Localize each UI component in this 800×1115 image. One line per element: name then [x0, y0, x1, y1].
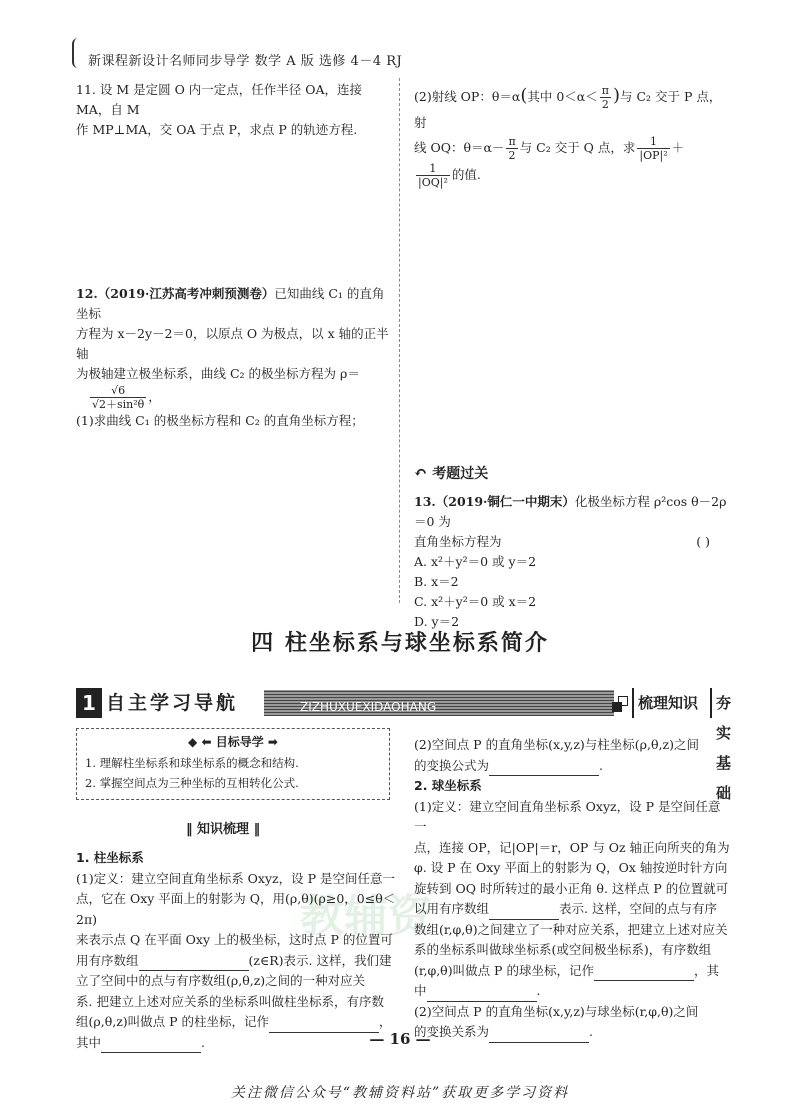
q12-fraction-tail: ， [148, 389, 161, 404]
sph-line6: 数组(r,φ,θ)之间建立了一种对应关系，把建立上述对应关 [414, 921, 728, 937]
pi-den-2: 2 [508, 149, 516, 162]
q12-2-line1c: 与 C₂ 交于 P 点，射 [414, 89, 722, 130]
banner-square-icon [612, 702, 622, 712]
kaoti-label: 考题过关 [432, 466, 489, 482]
q12-2-tail: 的值. [451, 167, 481, 182]
question-11 [76, 80, 396, 140]
oq-sq: |OQ|² [418, 176, 448, 189]
q12-part1: (1)求曲线 C₁ 的极坐标方程和 C₂ 的直角坐标方程； [76, 413, 364, 428]
cylinder-section [76, 848, 396, 1053]
sph-line11a: 的变换关系为 [414, 1024, 490, 1039]
double-bar-right-icon: ‖ [249, 822, 261, 837]
sph-line3: φ. 设 P 在 Oxy 平面上的射影为 Q，Ox 轴按逆时针方向 [414, 860, 728, 875]
op-sq: |OP|² [639, 149, 668, 162]
question-13 [414, 492, 730, 632]
goal-item-2: 2. 掌握空间点为三种坐标的互相转化公式. [85, 776, 299, 790]
banner-title: 自主学习导航 [106, 692, 239, 714]
sph-line7: 系的坐标系叫做球坐标系(或空间极坐标系)，有序数组 [414, 942, 712, 957]
cyl-line4a: 用有序数组 [76, 952, 139, 968]
blank-sph-notation[interactable] [594, 966, 694, 981]
blank-sph-where[interactable] [427, 987, 537, 1002]
cylinder-heading: 1. 柱坐标系 [76, 850, 144, 865]
cyl-line8b: . [201, 1034, 205, 1050]
q12-fraction-numerator: √6 [90, 384, 146, 398]
q11-line2: 作 MP⊥MA，交 OA 于点 P，求点 P 的轨迹方程. [76, 122, 358, 137]
arrow-right-icon: ➡ [267, 735, 278, 749]
q12-2-line2b: 与 C₂ 交于 Q 点，求 [519, 140, 636, 155]
sph-line10: (2)空间点 P 的直角坐标(x,y,z)与球坐标(r,φ,θ)之间 [414, 1003, 699, 1019]
right-column-body [414, 735, 730, 1043]
q13-option-d: D. y＝2 [414, 614, 460, 629]
sph-line1: (1)定义：建立空间直角坐标系 Oxyz，设 P 是空间任意一 [414, 798, 721, 834]
q12-2-pi-over-2 [600, 84, 611, 111]
q12-fraction [90, 384, 146, 411]
q12-line1: 已知曲线 C₁ 的直角坐标 [76, 286, 385, 321]
q13-answer-paren: ( ) [696, 534, 710, 549]
q12-2-pi-over-2b [506, 135, 517, 162]
zhishi-label: 知识梳理 [197, 822, 250, 837]
footer-promo: 关注微信公众号“教辅资料站”获取更多学习资料 [230, 1085, 570, 1101]
arrow-left-icon: ◆ ⬅ [188, 735, 212, 749]
plus-sign: ＋ [671, 140, 685, 155]
q12-2-frac-op [637, 135, 669, 162]
sph-line4: 旋转到 OQ 时所转过的最小正角 θ. 这样点 P 的位置就可 [414, 880, 729, 896]
blank-cyl-transform[interactable] [489, 761, 599, 776]
pi-num: π [601, 84, 609, 97]
banner-number: 1 [76, 688, 102, 718]
sph-line5b: 表示. 这样，空间的点与有序 [559, 901, 717, 916]
q12-2-line1a: (2)射线 OP：θ＝α [414, 89, 521, 104]
q12-fraction-denominator: √2＋sin²θ [92, 398, 145, 411]
question-12 [76, 284, 396, 431]
sph-line5a: 以用有序数组 [414, 901, 490, 916]
double-bar-left-icon: ‖ [186, 822, 198, 837]
cyl-line8a: 其中 [76, 1034, 102, 1050]
zhishi-heading [186, 818, 260, 837]
blank-sph-tuple[interactable] [489, 905, 559, 920]
cyl-line5: 立了空间中的点与有序数组(ρ,θ,z)之间的一种对应关 [76, 973, 366, 988]
q13-line1: 化极坐标方程 ρ²cos θ－2ρ＝0 为 [414, 494, 727, 529]
cyl-line2: 点，它在 Oxy 平面上的射影为 Q，用(ρ,θ)(ρ≥0，0≤θ＜2π) [76, 891, 396, 927]
sph-line8b: ，其 [693, 962, 719, 978]
goal-title [77, 733, 389, 750]
q11-line1: 11. 设 M 是定圆 O 内一定点，任作半径 OA，连接 MA，自 M [76, 82, 363, 117]
cyl-line6: 系. 把建立上述对应关系的坐标系叫做柱坐标系，有序数 [76, 993, 384, 1009]
blank-cyl-tuple[interactable] [139, 956, 249, 971]
q13-source-tag: 13.（2019·铜仁一中期末） [414, 494, 575, 509]
one-op: 1 [637, 135, 669, 149]
q12-2-line1b: 其中 0＜α＜ [527, 89, 598, 104]
sphere-heading: 2. 球坐标系 [414, 778, 482, 793]
q13-option-c: C. x²＋y²＝0 或 x＝2 [414, 594, 537, 609]
q13-option-b: B. x＝2 [414, 574, 459, 589]
kaoti-heading [414, 463, 488, 483]
running-header: 新课程新设计名师同步导学 数学 A 版 选修 4－4 RJ [88, 54, 403, 69]
section-title: 四 柱坐标系与球坐标系简介 [251, 631, 549, 656]
watermark: 教辅资 [300, 891, 432, 942]
q12-2-frac-oq [416, 162, 450, 189]
header-bracket-decoration [72, 38, 80, 68]
cyl-line4b: (z∈R)表示. 这样，我们建 [248, 952, 392, 968]
goal-box [76, 728, 390, 800]
sph-line9b: . [536, 983, 541, 998]
column-divider [399, 78, 400, 603]
goal-title-text: 目标导学 [215, 735, 264, 749]
sph-line9a: 中 [414, 983, 427, 998]
question-12-part2: (2)射线 OP：θ＝α(其中 0＜α＜ $\frac{\pi}{2}$ )与 C₂ 交于 P 点，射 线 OQ：θ＝α－ $\frac{\pi}{2}$ 与 C₂ 交于 Q 点，求 $\frac{1}{\text{|OP|²}}$ ＋ $\frac{1}{\text{|OQ|²}}$ 的值. [414, 84, 722, 189]
curved-arrow-icon: ↶ [414, 463, 428, 482]
cyl2-line2b: . [599, 757, 603, 773]
banner-pinyin: ZIZHUXUEXIDAOHANG [300, 700, 437, 714]
one-oq: 1 [416, 162, 450, 176]
banner-keyword-1: 梳理知识 [632, 688, 698, 718]
sph-line8a: (r,φ,θ)叫做点 P 的球坐标，记作 [414, 962, 594, 978]
cyl2-line2a: 的变换公式为 [414, 757, 490, 773]
cyl-line1: (1)定义：建立空间直角坐标系 Oxyz，设 P 是空间任意一 [76, 870, 395, 886]
q12-source-tag: 12.（2019·江苏高考冲刺预测卷） [76, 286, 275, 301]
pi-den: 2 [601, 98, 609, 111]
q12-line3: 为极轴建立极坐标系，曲线 C₂ 的极坐标方程为 ρ＝ [76, 366, 360, 381]
pi-num-2: π [508, 135, 516, 148]
q13-line2: 直角坐标方程为 [414, 534, 502, 549]
sph-line11b: . [589, 1024, 593, 1039]
sph-line2: 点，连接 OP，记|OP|＝r，OP 与 Oz 轴正向所夹的角为 [414, 839, 730, 855]
cyl-line7b: ， [379, 1014, 392, 1029]
q13-option-a: A. x²＋y²＝0 或 y＝2 [414, 554, 537, 569]
q12-2-line2a: 线 OQ：θ＝α－ [414, 140, 505, 155]
page-number: — 16 — [369, 1030, 431, 1048]
cyl-line7a: 组(ρ,θ,z)叫做点 P 的柱坐标，记作 [76, 1014, 270, 1029]
q12-line2: 方程为 x－2y－2＝0，以原点 O 为极点，以 x 轴的正半轴 [76, 326, 389, 361]
cyl2-line1: (2)空间点 P 的直角坐标(x,y,z)与柱坐标(ρ,θ,z)之间 [414, 737, 699, 752]
goal-item-1: 1. 理解柱坐标系和球坐标系的概念和结构. [85, 756, 299, 770]
cyl-line3: 来表示点 Q 在平面 Oxy 上的极坐标，这时点 P 的位置可 [76, 932, 393, 947]
banner-keyword-2: 夯实基础 [710, 688, 731, 718]
